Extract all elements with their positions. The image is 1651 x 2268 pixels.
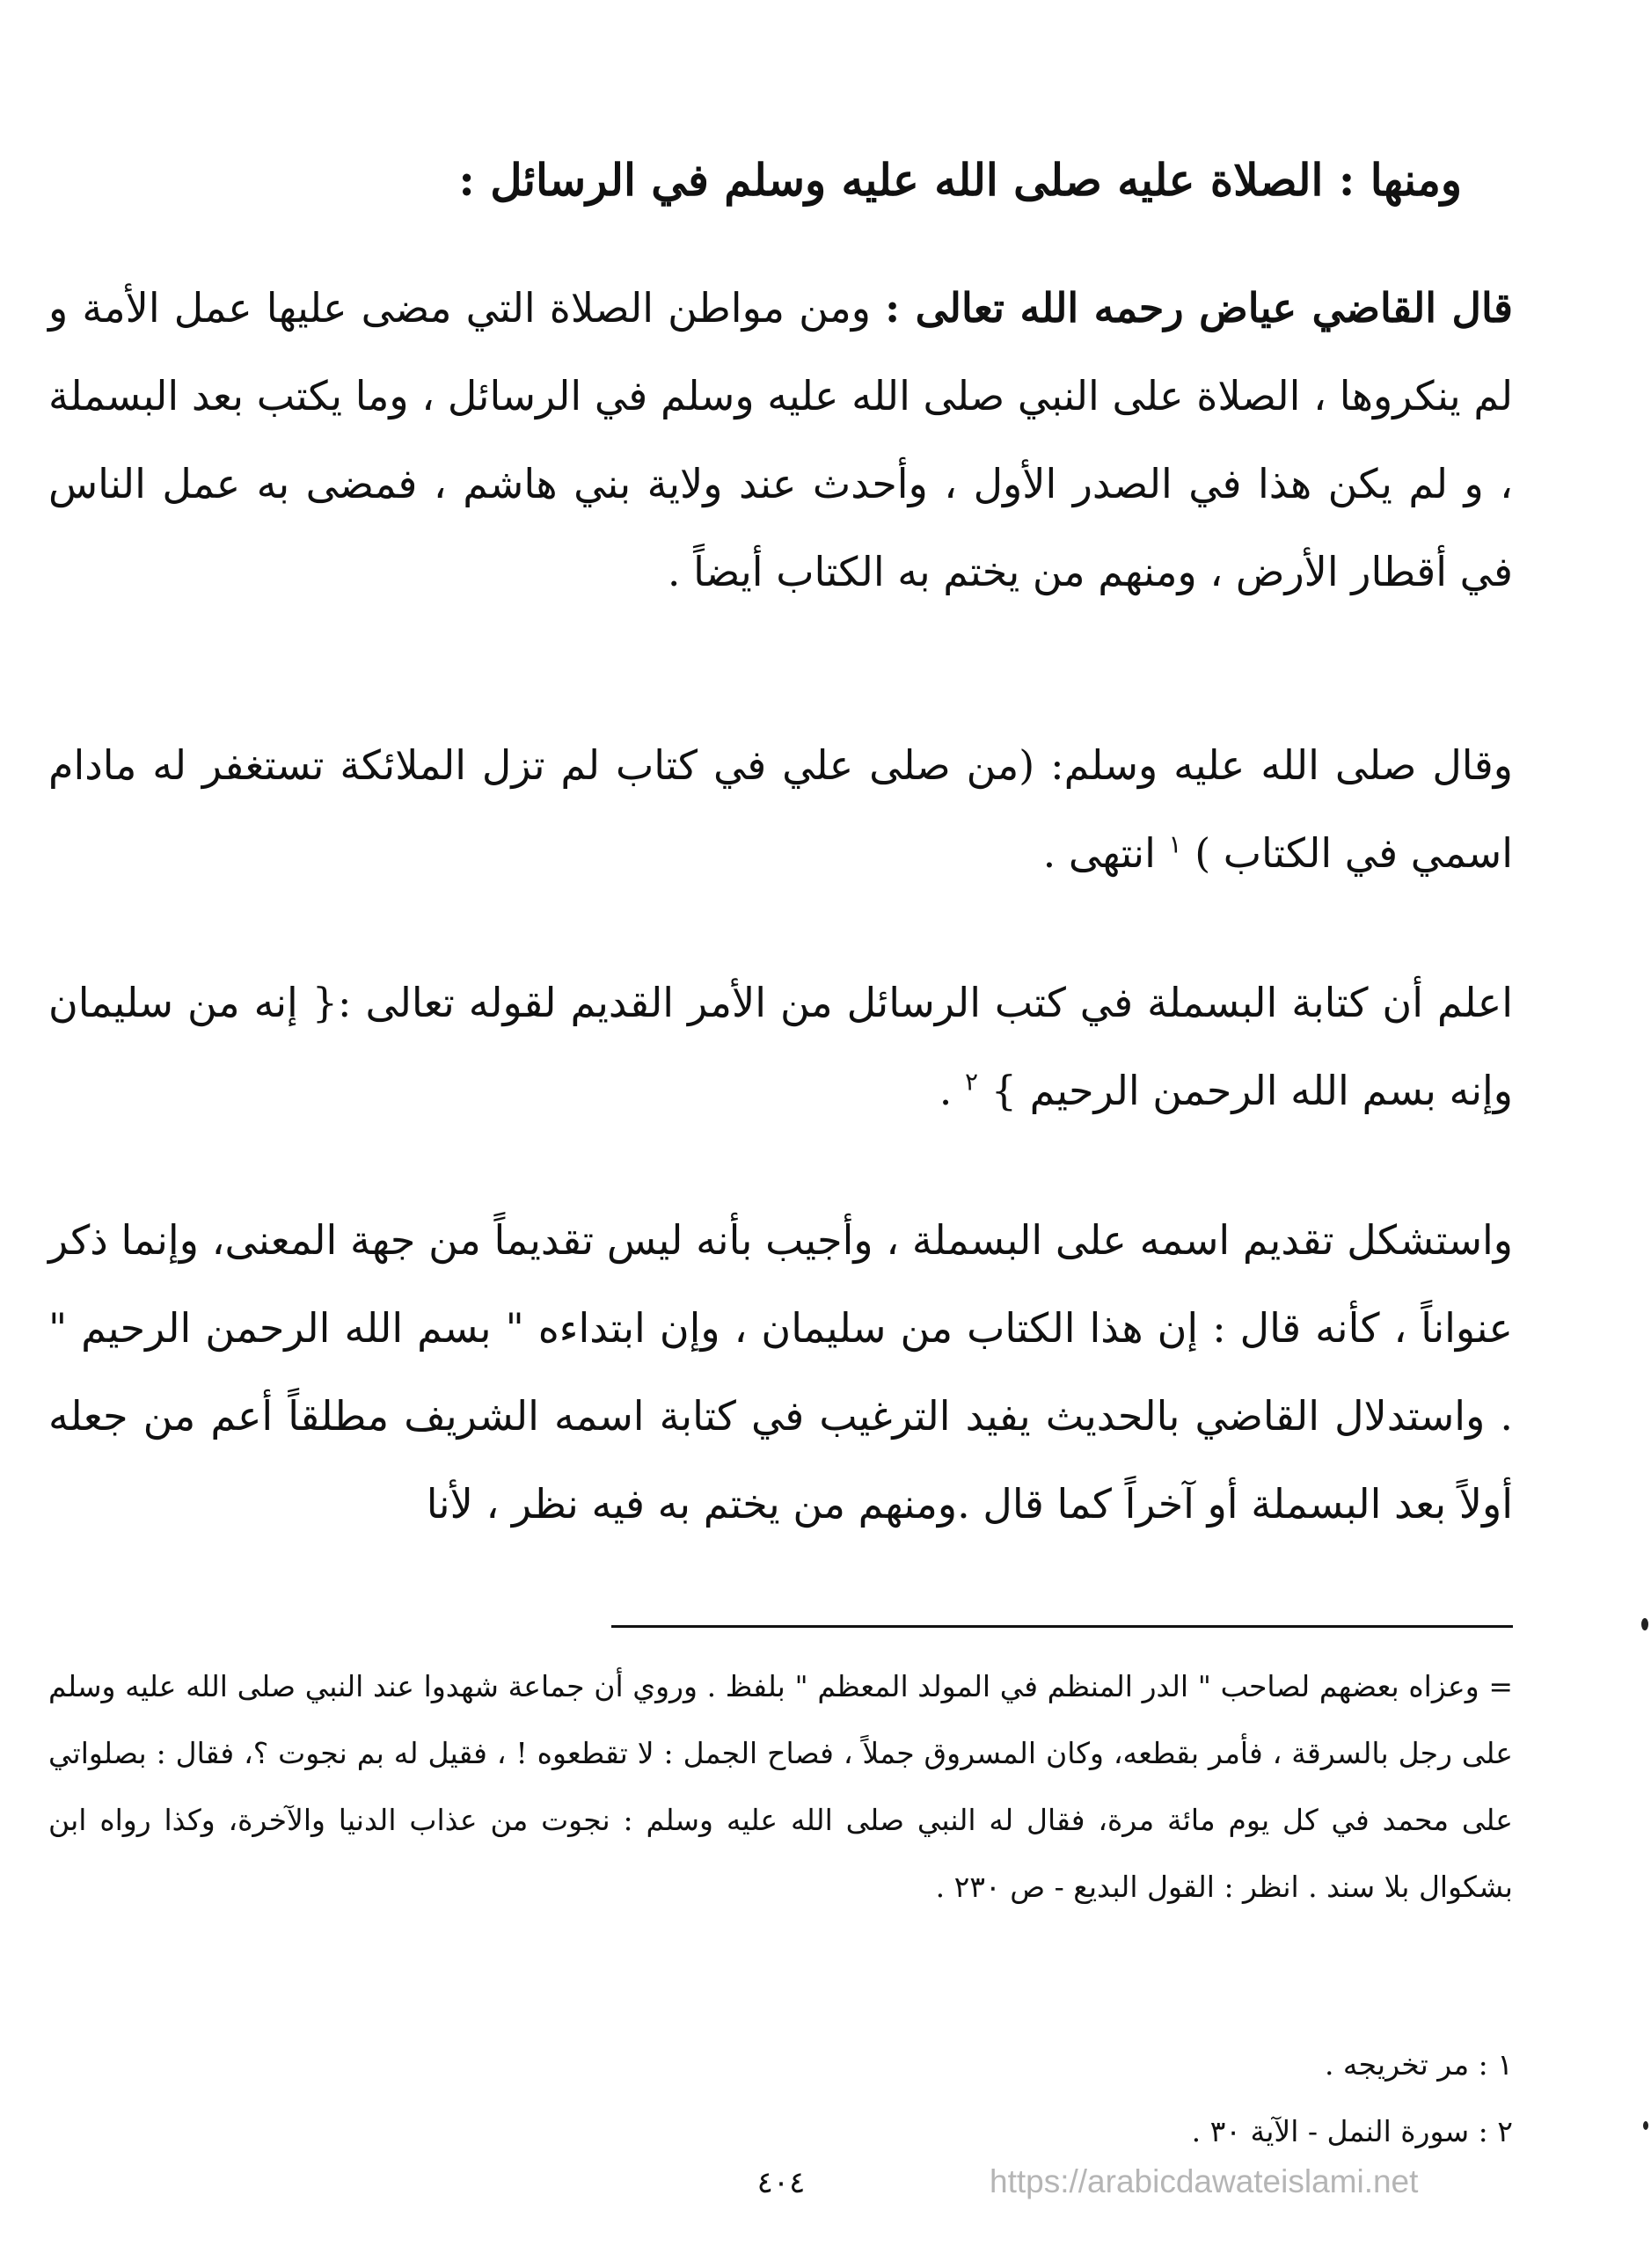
footnote-ref-1: ١: [1168, 829, 1182, 859]
footnote-divider: [611, 1625, 1513, 1628]
paragraph-4-text: واستشكل تقديم اسمه على البسملة ، وأجيب بأنه ليس تقديماً من جهة المعنى، وإنما ذكر عنواناً ، كأنه قال : إن هذا الكتاب من سليمان ، وإن ابتداءه " بسم الله الرحمن الرحيم " . واستدلال القاضي بالحديث يفيد الترغيب في كتابة اسمه الشريف مطلقاً أعم من جعله أولاً بعد البسملة أو آخراً كما قال .ومنهم من يختم به فيه نظر ، لأنا: [48, 1216, 1513, 1528]
footnote-1: ١ : مر تخريجه .: [1324, 2047, 1513, 2082]
paragraph-3-end: .: [939, 1067, 953, 1114]
paragraph-1-text: ومن مواطن الصلاة التي مضى عليها عمل الأمة و لم ينكروها ، الصلاة على النبي صلى الله عليه وسلم في الرسائل ، وما يكتب بعد البسملة ، و لم يكن هذا في الصدر الأول ، وأحدث عند ولاية بني هاشم ، فمضى به عمل الناس في أقطار الأرض ، ومنهم من يختم به الكتاب أيضاً .: [48, 284, 1513, 595]
scan-speck: [1643, 2121, 1648, 2130]
paragraph-1: [48, 264, 1513, 616]
paragraph-4: [48, 1196, 1513, 1548]
paragraph-2-end: انتهى .: [1042, 829, 1156, 877]
paragraph-3-text: اعلم أن كتابة البسملة في كتب الرسائل من الأمر القديم لقوله تعالى :{ إنه من سليمان وإنه بسم الله الرحمن الرحيم }: [48, 979, 1513, 1114]
page-number: ٤٠٤: [756, 2165, 806, 2200]
paragraph-2-text: وقال صلى الله عليه وسلم: (من صلى علي في كتاب لم تزل الملائكة تستغفر له مادام اسمي في الكتاب ): [48, 741, 1513, 877]
paragraph-1-lead: قال القاضي عياض رحمه الله تعالى :: [885, 284, 1513, 332]
footnote-continued: [48, 1653, 1513, 1921]
footnote-2: ٢ : سورة النمل - الآية ٣٠ .: [1191, 2114, 1513, 2148]
section-heading: ومنها : الصلاة عليه صلى الله عليه وسلم في الرسائل :: [458, 154, 1462, 206]
footnote-continued-text: = وعزاه بعضهم لصاحب " الدر المنظم في المولد المعظم " بلفظ . وروي أن جماعة شهدوا عند النبي صلى الله عليه وسلم على رجل بالسرقة ، فأمر بقطعه، وكان المسروق جملاً ، فصاح الجمل : لا تقطعوه ! ، فقيل له بم نجوت ؟، فقال : بصلواتي على محمد في كل يوم مائة مرة، فقال له النبي صلى الله عليه وسلم : نجوت من عذاب الدنيا والآخرة، وكذا رواه ابن بشكوال بلا سند . انظر : القول البديع - ص ٢٣٠ .: [48, 1669, 1513, 1904]
footnote-list: [1192, 2031, 1513, 2165]
paragraph-3: [48, 959, 1513, 1134]
scan-speck: [1641, 1618, 1648, 1630]
footnote-ref-2: ٢: [965, 1067, 979, 1097]
paragraph-2: [48, 721, 1513, 897]
watermark-url: https://arabicdawateislami.net: [990, 2163, 1419, 2199]
